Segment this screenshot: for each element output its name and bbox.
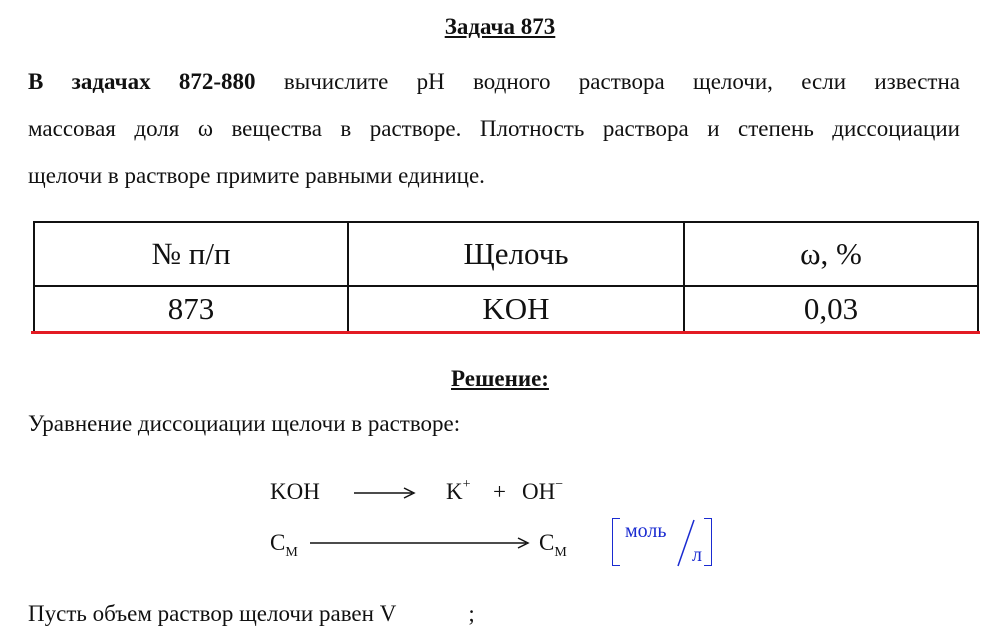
header-alkali: Щелочь xyxy=(348,222,684,286)
eq-product-k-symbol: K xyxy=(446,479,463,504)
next-line-text: Пусть объем раствор щелочи равен V xyxy=(28,601,397,626)
statement-lead: В задачах 872-880 xyxy=(28,69,256,94)
conc-left-sub: M xyxy=(285,545,298,560)
dissociation-intro: Уравнение диссоциации щелочи в растворе: xyxy=(28,411,461,436)
next-line-tail: ; xyxy=(468,601,475,626)
data-table xyxy=(33,221,979,333)
eq-product-oh xyxy=(522,479,563,505)
cell-alkali: KOH xyxy=(348,286,684,332)
eq-reactant: KOH xyxy=(270,479,320,504)
statement-line-1 xyxy=(28,58,960,105)
conc-left xyxy=(270,530,298,560)
eq-product-k-charge: + xyxy=(462,477,471,493)
eq-plus: + xyxy=(493,479,506,504)
table-row xyxy=(34,286,978,332)
conc-left-symbol: C xyxy=(270,530,286,555)
problem-title: Задача 873 xyxy=(444,14,556,39)
header-number: № п/п xyxy=(34,222,348,286)
problem-statement xyxy=(28,58,960,199)
conc-right-sub: M xyxy=(554,545,567,560)
cell-mass-fraction: 0,03 xyxy=(684,286,978,332)
table-underline xyxy=(31,331,980,334)
unit-numerator: моль xyxy=(625,520,667,542)
conc-right-symbol: C xyxy=(539,530,555,555)
cell-number: 873 xyxy=(34,286,348,332)
conc-right xyxy=(539,530,567,560)
reaction-arrow-icon xyxy=(354,486,418,500)
conc-arrow-icon xyxy=(310,536,532,550)
table-header-row xyxy=(34,222,978,286)
eq-product-k xyxy=(446,479,471,505)
statement-line-1-rest: вычислите рН водного раствора щелочи, если известна xyxy=(283,69,961,94)
solution-heading: Решение: xyxy=(451,366,549,391)
next-line-partial xyxy=(28,601,475,627)
statement-line-2: массовая доля ω вещества в растворе. Плотность раствора и степень диссоциации xyxy=(28,116,960,141)
header-mass-fraction: ω, % xyxy=(684,222,978,286)
statement-line-3: щелочи в растворе примите равными единице. xyxy=(28,163,485,188)
unit-denominator: л xyxy=(692,544,702,566)
eq-product-oh-charge: − xyxy=(555,477,564,493)
concentration-units xyxy=(608,516,716,570)
eq-product-oh-symbol: OH xyxy=(522,479,556,504)
